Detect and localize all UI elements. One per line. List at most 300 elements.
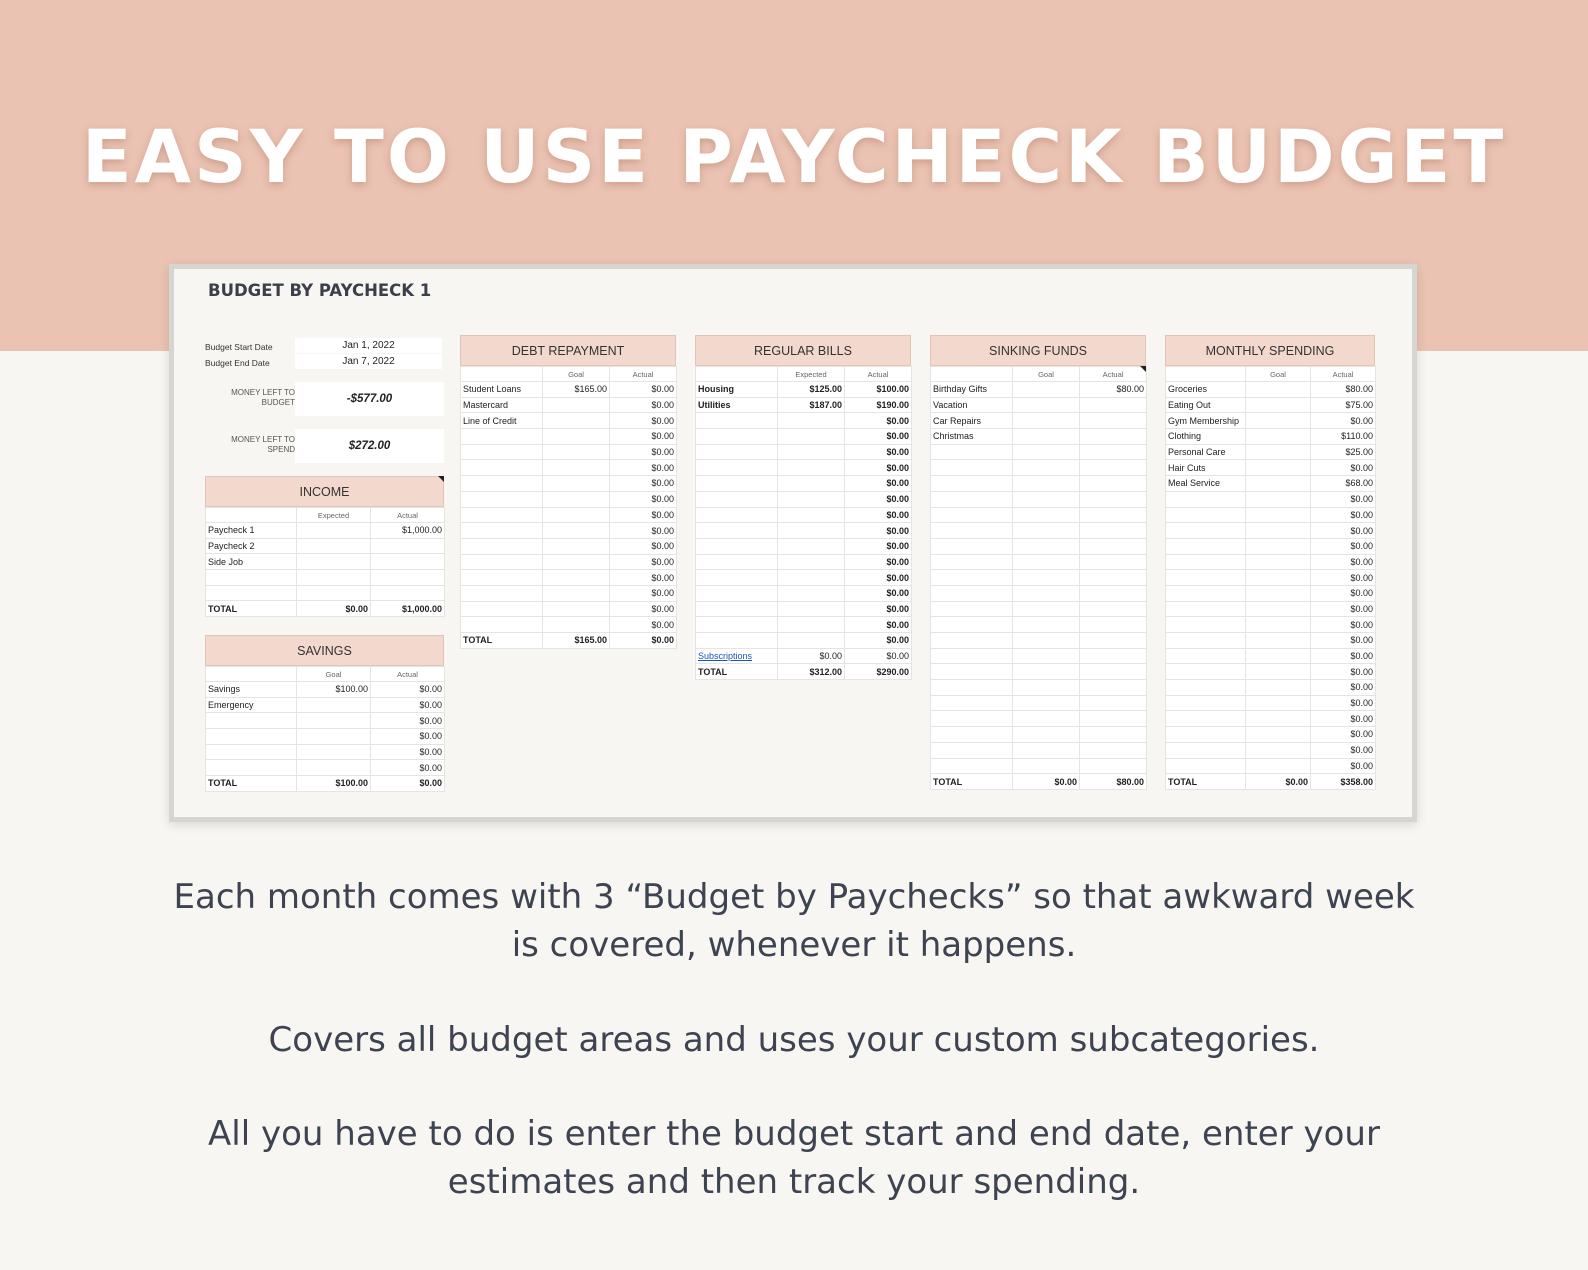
category-cell[interactable]	[696, 491, 778, 507]
amount-cell[interactable]	[1013, 429, 1080, 445]
amount-cell[interactable]: $0.00	[610, 413, 677, 429]
amount-cell[interactable]	[778, 538, 845, 554]
category-cell[interactable]	[1166, 585, 1246, 601]
amount-cell[interactable]	[1013, 633, 1080, 649]
amount-cell[interactable]	[778, 554, 845, 570]
category-cell[interactable]	[696, 507, 778, 523]
category-cell[interactable]	[931, 444, 1013, 460]
amount-cell[interactable]	[1080, 413, 1147, 429]
subscriptions-link[interactable]: Subscriptions	[696, 648, 778, 664]
amount-cell[interactable]: $0.00	[845, 491, 912, 507]
category-cell[interactable]: Student Loans	[461, 382, 543, 398]
amount-cell[interactable]	[1013, 476, 1080, 492]
category-cell[interactable]	[206, 570, 297, 586]
table-row	[696, 460, 912, 476]
category-cell[interactable]	[1166, 570, 1246, 586]
amount-cell[interactable]: $100.00	[297, 682, 371, 698]
category-cell[interactable]	[461, 617, 543, 633]
amount-cell[interactable]: $190.00	[845, 397, 912, 413]
bills-grid	[695, 366, 912, 680]
amount-cell[interactable]: $0.00	[371, 744, 445, 760]
amount-cell[interactable]: $0.00	[371, 697, 445, 713]
amount-cell[interactable]: $110.00	[1311, 429, 1376, 445]
category-cell[interactable]	[1166, 680, 1246, 696]
amount-cell[interactable]: $0.00	[845, 460, 912, 476]
amount-cell[interactable]	[1246, 554, 1311, 570]
amount-cell[interactable]: $125.00	[778, 382, 845, 398]
category-cell[interactable]	[696, 554, 778, 570]
amount-cell[interactable]	[1246, 538, 1311, 554]
amount-cell[interactable]: $0.00	[1311, 413, 1376, 429]
amount-cell[interactable]: $0.00	[610, 570, 677, 586]
amount-cell[interactable]	[1013, 413, 1080, 429]
amount-cell[interactable]	[297, 570, 371, 586]
amount-cell[interactable]	[1246, 727, 1311, 743]
amount-cell[interactable]: $0.00	[845, 523, 912, 539]
amount-cell[interactable]	[543, 585, 610, 601]
amount-cell[interactable]: $0.00	[845, 429, 912, 445]
amount-cell[interactable]	[1080, 460, 1147, 476]
amount-cell[interactable]: $0.00	[610, 538, 677, 554]
amount-cell[interactable]	[543, 601, 610, 617]
category-cell[interactable]	[461, 491, 543, 507]
amount-cell[interactable]	[1246, 491, 1311, 507]
amount-cell[interactable]	[1080, 585, 1147, 601]
amount-cell[interactable]: $100.00	[845, 382, 912, 398]
amount-cell[interactable]: $0.00	[610, 617, 677, 633]
amount-cell[interactable]: $0.00	[1311, 507, 1376, 523]
amount-cell[interactable]: $0.00	[845, 554, 912, 570]
column-header: Expected	[297, 508, 371, 523]
category-cell[interactable]: Savings	[206, 682, 297, 698]
amount-cell[interactable]	[543, 554, 610, 570]
amount-cell[interactable]: $0.00	[1311, 617, 1376, 633]
amount-cell[interactable]	[1080, 601, 1147, 617]
amount-cell[interactable]	[543, 538, 610, 554]
category-cell[interactable]: Meal Service	[1166, 476, 1246, 492]
category-cell[interactable]	[931, 633, 1013, 649]
amount-cell[interactable]	[1013, 727, 1080, 743]
category-cell[interactable]: Emergency	[206, 697, 297, 713]
amount-cell[interactable]: $0.00	[610, 382, 677, 398]
category-cell[interactable]: Birthday Gifts	[931, 382, 1013, 398]
category-cell[interactable]: Christmas	[931, 429, 1013, 445]
amount-cell[interactable]: $0.00	[845, 476, 912, 492]
amount-cell[interactable]	[1013, 382, 1080, 398]
table-row	[461, 444, 677, 460]
amount-cell[interactable]	[1013, 538, 1080, 554]
amount-cell[interactable]	[1246, 648, 1311, 664]
amount-cell[interactable]	[1246, 382, 1311, 398]
category-cell[interactable]	[931, 570, 1013, 586]
category-cell[interactable]	[1166, 617, 1246, 633]
amount-cell[interactable]: $0.00	[1311, 554, 1376, 570]
category-cell[interactable]	[206, 744, 297, 760]
category-cell[interactable]	[461, 444, 543, 460]
amount-cell[interactable]	[1080, 538, 1147, 554]
amount-cell[interactable]: $0.00	[1311, 523, 1376, 539]
amount-cell[interactable]	[778, 617, 845, 633]
amount-cell[interactable]	[371, 554, 445, 570]
category-cell[interactable]	[461, 585, 543, 601]
amount-cell[interactable]: $0.00	[1311, 491, 1376, 507]
category-cell[interactable]: Vacation	[931, 397, 1013, 413]
amount-cell[interactable]	[1013, 648, 1080, 664]
amount-cell[interactable]: $0.00	[610, 523, 677, 539]
amount-cell[interactable]: $0.00	[610, 476, 677, 492]
amount-cell[interactable]	[543, 429, 610, 445]
amount-cell[interactable]: $0.00	[610, 585, 677, 601]
amount-cell[interactable]	[1080, 507, 1147, 523]
amount-cell[interactable]	[297, 729, 371, 745]
category-cell[interactable]	[1166, 648, 1246, 664]
amount-cell[interactable]: $0.00	[371, 760, 445, 776]
amount-cell[interactable]: $0.00	[1311, 648, 1376, 664]
amount-cell[interactable]	[778, 585, 845, 601]
amount-cell[interactable]	[1013, 601, 1080, 617]
category-cell[interactable]	[1166, 491, 1246, 507]
amount-cell[interactable]: $80.00	[1080, 382, 1147, 398]
amount-cell[interactable]	[778, 601, 845, 617]
amount-cell[interactable]	[1246, 664, 1311, 680]
amount-cell[interactable]: $0.00	[1311, 664, 1376, 680]
amount-cell[interactable]	[1080, 680, 1147, 696]
amount-cell[interactable]	[1013, 460, 1080, 476]
category-cell[interactable]	[931, 507, 1013, 523]
amount-cell[interactable]	[371, 570, 445, 586]
amount-cell[interactable]	[1080, 476, 1147, 492]
category-cell[interactable]	[931, 554, 1013, 570]
amount-cell[interactable]	[1013, 695, 1080, 711]
amount-cell[interactable]	[1013, 585, 1080, 601]
amount-cell[interactable]: $0.00	[610, 460, 677, 476]
category-cell[interactable]: Eating Out	[1166, 397, 1246, 413]
amount-cell[interactable]	[1080, 554, 1147, 570]
amount-cell[interactable]	[1246, 633, 1311, 649]
amount-cell[interactable]	[1013, 554, 1080, 570]
amount-cell[interactable]	[1080, 695, 1147, 711]
category-cell[interactable]	[931, 523, 1013, 539]
category-cell[interactable]	[206, 585, 297, 601]
amount-cell[interactable]	[1246, 742, 1311, 758]
category-cell[interactable]	[931, 742, 1013, 758]
category-cell[interactable]: Utilities	[696, 397, 778, 413]
category-cell[interactable]: Groceries	[1166, 382, 1246, 398]
amount-cell[interactable]	[778, 633, 845, 649]
amount-cell[interactable]	[543, 460, 610, 476]
amount-cell[interactable]	[778, 476, 845, 492]
amount-cell[interactable]	[1013, 758, 1080, 774]
amount-cell[interactable]	[543, 397, 610, 413]
amount-cell[interactable]	[1080, 633, 1147, 649]
amount-cell[interactable]	[1246, 695, 1311, 711]
amount-cell[interactable]	[543, 491, 610, 507]
amount-cell[interactable]: $68.00	[1311, 476, 1376, 492]
category-cell[interactable]	[696, 460, 778, 476]
table-row	[1166, 680, 1376, 696]
category-cell[interactable]: Hair Cuts	[1166, 460, 1246, 476]
category-cell[interactable]	[1166, 742, 1246, 758]
amount-cell[interactable]	[1246, 617, 1311, 633]
amount-cell[interactable]	[778, 523, 845, 539]
amount-cell[interactable]	[778, 444, 845, 460]
category-cell[interactable]	[1166, 538, 1246, 554]
amount-cell[interactable]: $25.00	[1311, 444, 1376, 460]
amount-cell[interactable]: $0.00	[1311, 695, 1376, 711]
amount-cell[interactable]	[1080, 742, 1147, 758]
category-cell[interactable]	[1166, 633, 1246, 649]
amount-cell[interactable]	[297, 744, 371, 760]
amount-cell[interactable]	[1246, 476, 1311, 492]
amount-cell[interactable]	[1013, 507, 1080, 523]
category-cell[interactable]	[931, 476, 1013, 492]
amount-cell[interactable]: $0.00	[778, 648, 845, 664]
amount-cell[interactable]: $0.00	[845, 538, 912, 554]
amount-cell[interactable]	[1013, 617, 1080, 633]
amount-cell[interactable]	[1080, 648, 1147, 664]
amount-cell[interactable]: $0.00	[1311, 601, 1376, 617]
amount-cell[interactable]	[543, 570, 610, 586]
category-cell[interactable]	[1166, 507, 1246, 523]
category-cell[interactable]	[206, 713, 297, 729]
amount-cell[interactable]	[778, 507, 845, 523]
category-cell[interactable]	[931, 585, 1013, 601]
amount-cell[interactable]	[297, 585, 371, 601]
category-cell[interactable]	[1166, 758, 1246, 774]
amount-cell[interactable]	[297, 713, 371, 729]
amount-cell[interactable]: $187.00	[778, 397, 845, 413]
category-cell[interactable]	[696, 429, 778, 445]
category-cell[interactable]	[461, 476, 543, 492]
category-cell[interactable]	[931, 727, 1013, 743]
category-cell[interactable]	[696, 538, 778, 554]
amount-cell[interactable]	[1080, 711, 1147, 727]
category-cell[interactable]: Mastercard	[461, 397, 543, 413]
amount-cell[interactable]: $0.00	[371, 729, 445, 745]
amount-cell[interactable]	[1080, 664, 1147, 680]
amount-cell[interactable]: $0.00	[610, 444, 677, 460]
amount-cell[interactable]	[1080, 727, 1147, 743]
amount-cell[interactable]	[1013, 711, 1080, 727]
amount-cell[interactable]	[1246, 507, 1311, 523]
amount-cell[interactable]: $0.00	[1311, 460, 1376, 476]
amount-cell[interactable]: $0.00	[1311, 711, 1376, 727]
amount-cell[interactable]: $0.00	[610, 507, 677, 523]
amount-cell[interactable]	[1246, 711, 1311, 727]
amount-cell[interactable]	[1080, 758, 1147, 774]
amount-cell[interactable]: $0.00	[610, 491, 677, 507]
category-cell[interactable]	[931, 758, 1013, 774]
amount-cell[interactable]	[297, 697, 371, 713]
category-cell[interactable]	[931, 664, 1013, 680]
amount-cell[interactable]: $80.00	[1311, 382, 1376, 398]
amount-cell[interactable]: $0.00	[1311, 727, 1376, 743]
amount-cell[interactable]: $0.00	[610, 397, 677, 413]
amount-cell[interactable]	[1013, 742, 1080, 758]
category-cell[interactable]	[461, 429, 543, 445]
amount-cell[interactable]	[1013, 664, 1080, 680]
amount-cell[interactable]	[778, 491, 845, 507]
category-cell[interactable]	[206, 760, 297, 776]
amount-cell[interactable]: $0.00	[845, 601, 912, 617]
amount-cell[interactable]	[1080, 523, 1147, 539]
amount-cell[interactable]: $0.00	[1311, 680, 1376, 696]
amount-cell[interactable]: $0.00	[1311, 538, 1376, 554]
amount-cell[interactable]: $0.00	[1311, 570, 1376, 586]
category-cell[interactable]	[931, 648, 1013, 664]
category-cell[interactable]	[696, 570, 778, 586]
category-cell[interactable]: Side Job	[206, 554, 297, 570]
category-cell[interactable]: Line of Credit	[461, 413, 543, 429]
end-date-value[interactable]: Jan 7, 2022	[295, 354, 442, 369]
amount-cell[interactable]	[1080, 491, 1147, 507]
amount-cell[interactable]: $0.00	[1311, 633, 1376, 649]
amount-cell[interactable]	[1246, 444, 1311, 460]
category-cell[interactable]: Paycheck 1	[206, 523, 297, 539]
amount-cell[interactable]	[1013, 397, 1080, 413]
category-cell[interactable]	[1166, 664, 1246, 680]
category-cell[interactable]	[696, 601, 778, 617]
amount-cell[interactable]	[371, 585, 445, 601]
amount-cell[interactable]: $0.00	[845, 633, 912, 649]
category-cell[interactable]: Clothing	[1166, 429, 1246, 445]
category-cell[interactable]	[206, 729, 297, 745]
amount-cell[interactable]	[1246, 397, 1311, 413]
amount-cell[interactable]: $0.00	[1311, 585, 1376, 601]
amount-cell[interactable]	[1013, 680, 1080, 696]
amount-cell[interactable]	[778, 429, 845, 445]
category-cell[interactable]	[931, 460, 1013, 476]
category-cell[interactable]	[696, 617, 778, 633]
amount-cell[interactable]	[1013, 444, 1080, 460]
amount-cell[interactable]	[1246, 585, 1311, 601]
monthly-header: MONTHLY SPENDING	[1165, 335, 1375, 366]
amount-cell[interactable]: $0.00	[845, 648, 912, 664]
category-cell[interactable]: Paycheck 2	[206, 538, 297, 554]
amount-cell[interactable]: $75.00	[1311, 397, 1376, 413]
category-cell[interactable]	[931, 695, 1013, 711]
amount-cell[interactable]	[543, 413, 610, 429]
table-row	[931, 633, 1147, 649]
amount-cell[interactable]	[1246, 601, 1311, 617]
amount-cell[interactable]: $0.00	[1311, 758, 1376, 774]
category-cell[interactable]	[931, 711, 1013, 727]
amount-cell[interactable]: $0.00	[845, 444, 912, 460]
amount-cell[interactable]	[543, 444, 610, 460]
category-cell[interactable]	[461, 601, 543, 617]
category-cell[interactable]	[696, 585, 778, 601]
category-cell[interactable]	[696, 523, 778, 539]
amount-cell[interactable]	[1080, 397, 1147, 413]
category-cell[interactable]	[461, 523, 543, 539]
category-cell[interactable]	[461, 554, 543, 570]
amount-cell[interactable]	[1013, 523, 1080, 539]
amount-cell[interactable]	[1246, 460, 1311, 476]
category-cell[interactable]	[696, 476, 778, 492]
category-cell[interactable]	[1166, 601, 1246, 617]
amount-cell[interactable]: $165.00	[543, 382, 610, 398]
table-row	[1166, 617, 1376, 633]
category-cell[interactable]: Personal Care	[1166, 444, 1246, 460]
start-date-value[interactable]: Jan 1, 2022	[295, 338, 442, 353]
amount-cell[interactable]: $0.00	[845, 413, 912, 429]
category-cell[interactable]	[931, 617, 1013, 633]
category-cell[interactable]	[1166, 727, 1246, 743]
amount-cell[interactable]: $0.00	[1311, 742, 1376, 758]
amount-cell[interactable]	[1080, 429, 1147, 445]
amount-cell[interactable]	[1246, 680, 1311, 696]
category-cell[interactable]	[1166, 554, 1246, 570]
amount-cell[interactable]	[1080, 570, 1147, 586]
amount-cell[interactable]	[543, 617, 610, 633]
amount-cell[interactable]: $0.00	[371, 682, 445, 698]
amount-cell[interactable]: $0.00	[610, 429, 677, 445]
amount-cell[interactable]: $0.00	[845, 570, 912, 586]
category-cell[interactable]	[931, 601, 1013, 617]
amount-cell[interactable]: $0.00	[845, 617, 912, 633]
amount-cell[interactable]	[1246, 413, 1311, 429]
category-cell[interactable]	[1166, 695, 1246, 711]
amount-cell[interactable]	[1246, 523, 1311, 539]
category-cell[interactable]	[461, 507, 543, 523]
amount-cell[interactable]	[297, 760, 371, 776]
amount-cell[interactable]	[297, 523, 371, 539]
amount-cell[interactable]: $0.00	[845, 585, 912, 601]
category-cell[interactable]	[931, 491, 1013, 507]
table-row	[1166, 695, 1376, 711]
category-cell[interactable]	[461, 538, 543, 554]
amount-cell[interactable]	[297, 538, 371, 554]
amount-cell[interactable]	[543, 507, 610, 523]
amount-cell[interactable]	[297, 554, 371, 570]
amount-cell[interactable]	[371, 538, 445, 554]
category-cell[interactable]	[1166, 523, 1246, 539]
amount-cell[interactable]: $0.00	[371, 713, 445, 729]
amount-cell[interactable]	[778, 460, 845, 476]
category-cell[interactable]: Housing	[696, 382, 778, 398]
amount-cell[interactable]	[778, 413, 845, 429]
amount-cell[interactable]	[1080, 617, 1147, 633]
amount-cell[interactable]	[1013, 491, 1080, 507]
category-cell[interactable]	[931, 680, 1013, 696]
category-cell[interactable]	[696, 413, 778, 429]
table-row	[696, 538, 912, 554]
category-cell[interactable]	[931, 538, 1013, 554]
category-cell[interactable]	[696, 444, 778, 460]
table-row	[461, 507, 677, 523]
category-cell[interactable]	[461, 570, 543, 586]
category-cell[interactable]: Gym Membership	[1166, 413, 1246, 429]
category-cell[interactable]	[1166, 711, 1246, 727]
amount-cell[interactable]	[1246, 758, 1311, 774]
amount-cell[interactable]	[1246, 429, 1311, 445]
category-cell[interactable]	[461, 460, 543, 476]
amount-cell[interactable]: $0.00	[845, 507, 912, 523]
amount-cell[interactable]	[543, 523, 610, 539]
amount-cell[interactable]: $1,000.00	[371, 523, 445, 539]
amount-cell[interactable]: $0.00	[610, 554, 677, 570]
amount-cell[interactable]	[1246, 570, 1311, 586]
amount-cell[interactable]	[778, 570, 845, 586]
category-cell[interactable]	[696, 633, 778, 649]
amount-cell[interactable]	[1013, 570, 1080, 586]
category-cell[interactable]: Car Repairs	[931, 413, 1013, 429]
amount-cell[interactable]	[543, 476, 610, 492]
table-row	[931, 397, 1147, 413]
table-row	[931, 413, 1147, 429]
amount-cell[interactable]: $0.00	[610, 601, 677, 617]
amount-cell[interactable]	[1080, 444, 1147, 460]
